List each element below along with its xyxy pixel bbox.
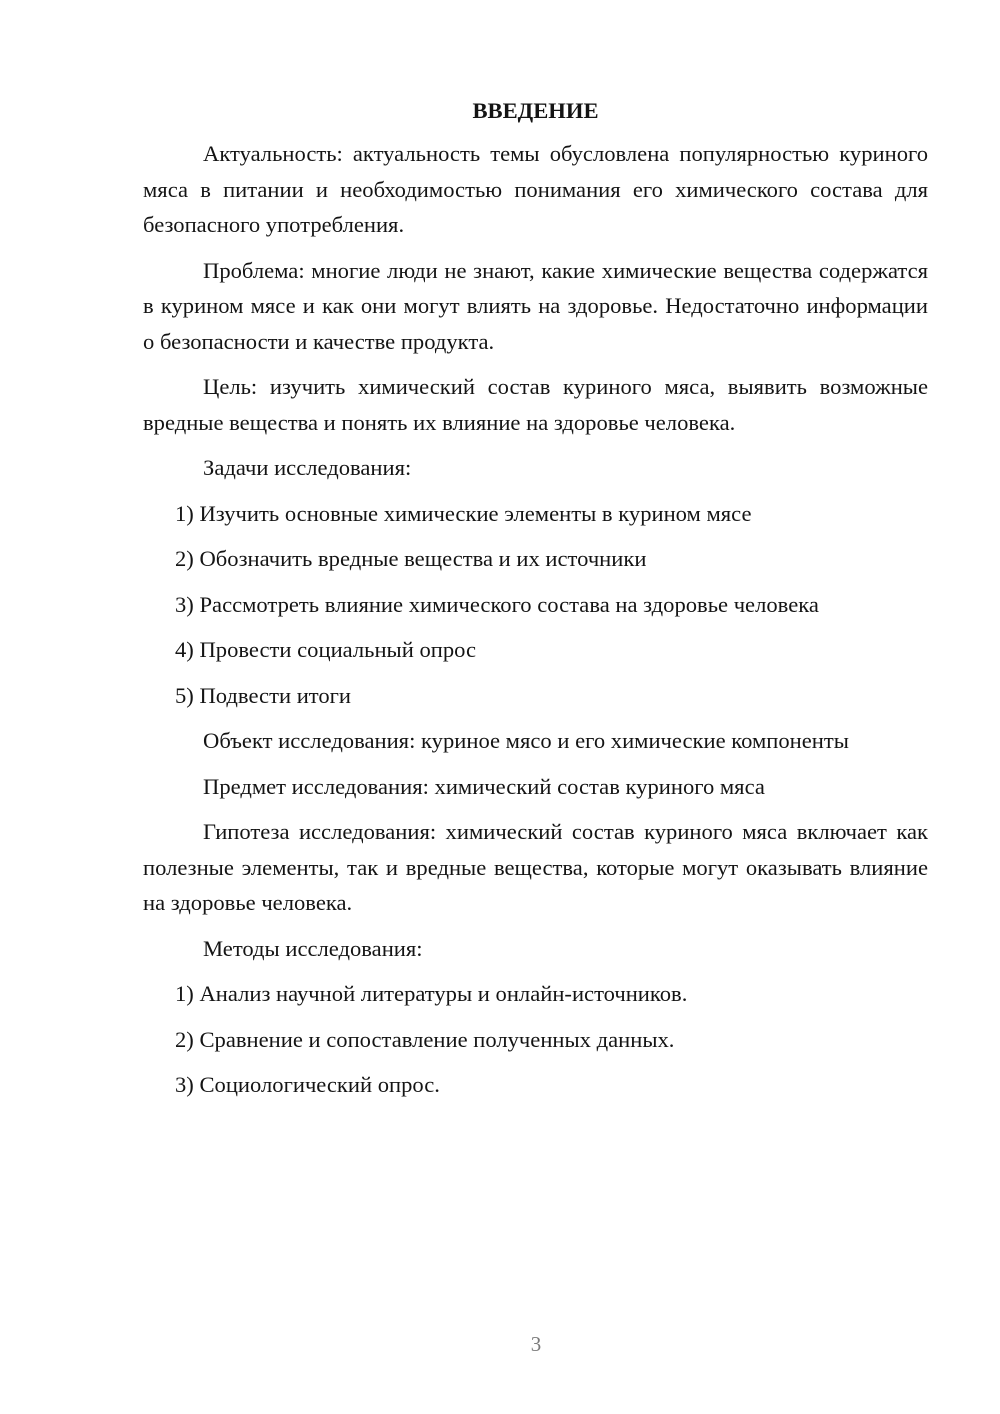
section-heading: ВВЕДЕНИЕ <box>472 98 599 123</box>
list-item: 1) Анализ научной литературы и онлайн-источников. <box>175 981 688 1006</box>
tasks-title: Задачи исследования: <box>203 455 412 480</box>
list-item: 2) Сравнение и сопоставление полученных данных. <box>175 1026 675 1052</box>
page-number: 3 <box>530 1332 542 1356</box>
list-item: 2) Обозначить вредные вещества и их источники <box>175 546 647 571</box>
problem-paragraph: Проблема: многие люди не знают, какие химические вещества содержатся в курином мясе и как они могут влиять на здоровье. Недостаточно информации о безопасности и качестве продукта. <box>143 257 928 354</box>
object-paragraph: Объект исследования: куриное мясо и его химические компоненты <box>203 728 849 753</box>
list-item: 3) Рассмотреть влияние химического состава на здоровье человека <box>175 591 819 617</box>
list-item: 4) Провести социальный опрос <box>175 637 477 662</box>
subject-paragraph: Предмет исследования: химический состав куриного мяса <box>203 773 765 799</box>
list-item: 3) Социологический опрос. <box>175 1072 440 1097</box>
hypothesis-paragraph: Гипотеза исследования: химический состав куриного мяса включает как полезные элементы, так и вредные вещества, которые могут оказывать влияние на здоровье человека. <box>143 819 928 915</box>
relevance-paragraph: Актуальность: актуальность темы обусловлена популярностью куриного мяса в питании и необходимостью понимания его химического состава для безопасного употребления. <box>143 141 928 237</box>
list-item: 1) Изучить основные химические элементы в курином мясе <box>175 500 752 526</box>
goal-paragraph: Цель: изучить химический состав куриного мяса, выявить возможные вредные вещества и понять их влияние на здоровье человека. <box>143 374 928 435</box>
methods-list <box>143 976 928 1103</box>
methods-title: Методы исследования: <box>203 935 423 961</box>
list-item: 5) Подвести итоги <box>175 682 352 708</box>
document-body <box>143 96 928 1103</box>
tasks-list <box>143 496 928 714</box>
